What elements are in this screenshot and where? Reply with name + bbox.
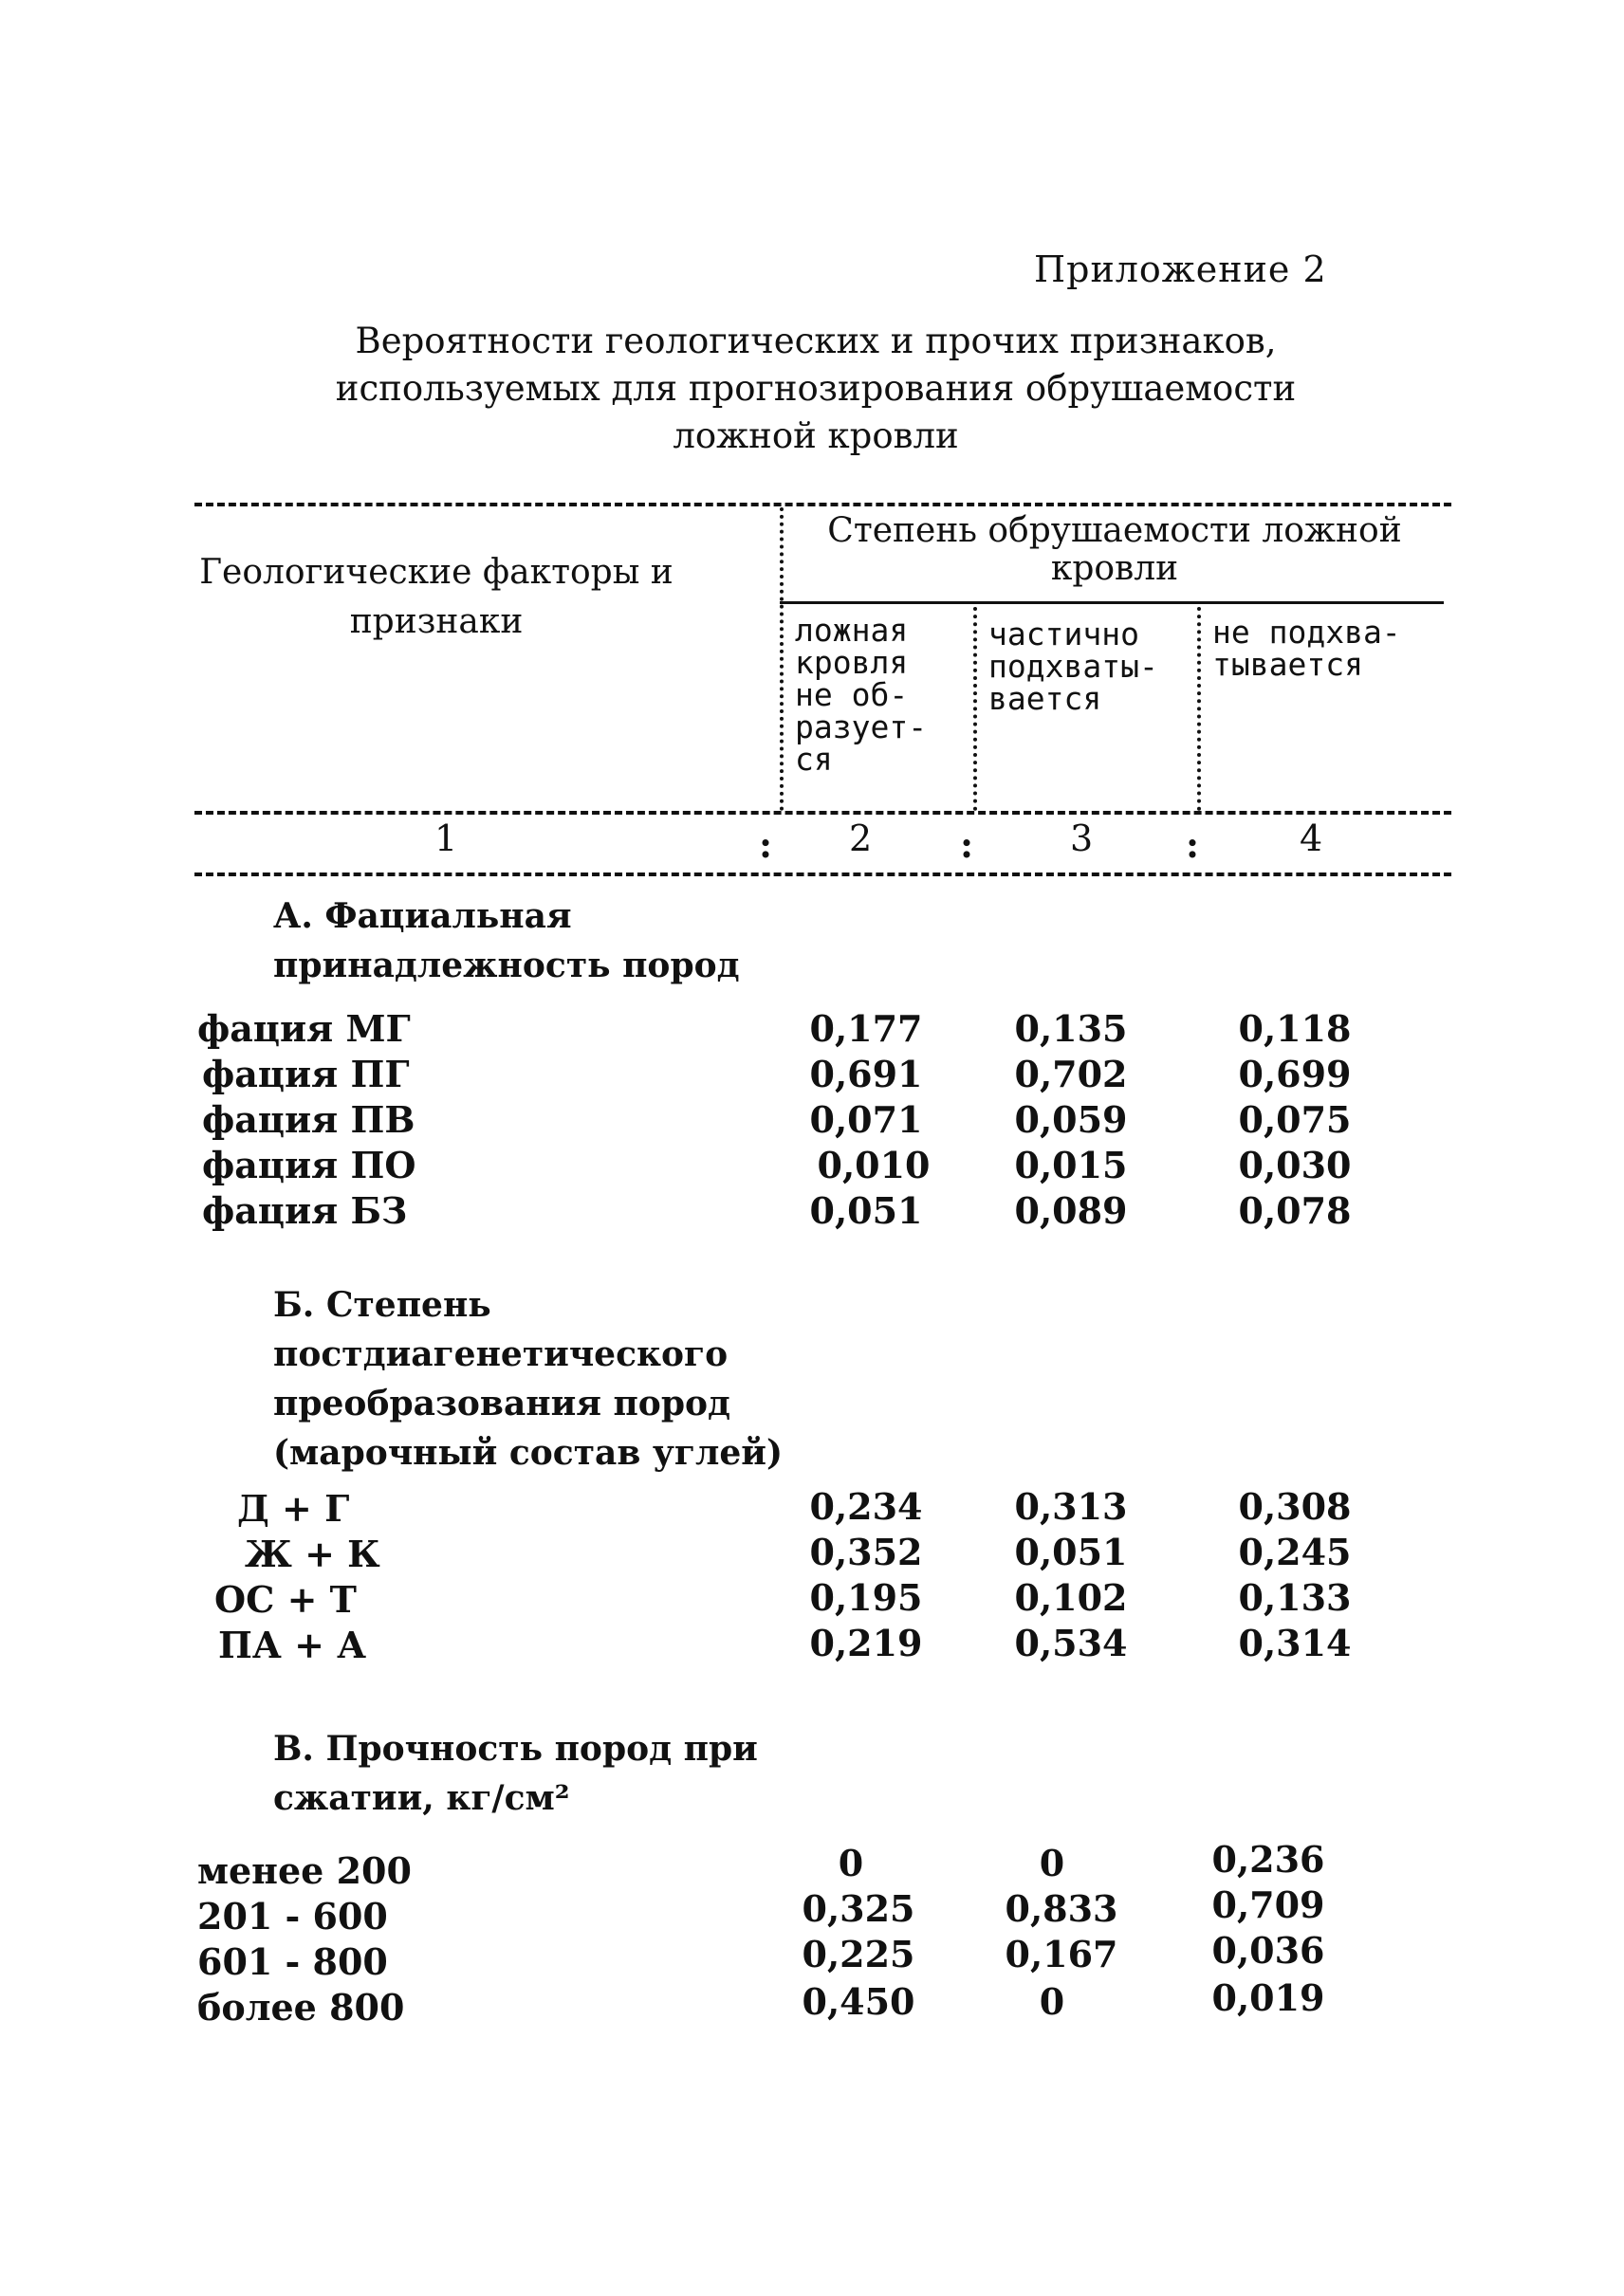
cell-value: 0,691 <box>809 1053 923 1095</box>
appendix-label: Приложение 2 <box>1034 248 1327 290</box>
cell-value: 0,102 <box>1014 1576 1128 1619</box>
cell-value: 0,234 <box>809 1485 923 1528</box>
cell-value: 0,051 <box>1014 1531 1128 1573</box>
row-label: фация БЗ <box>202 1189 408 1232</box>
section-heading-a: А. Фациальная принадлежность пород <box>273 896 740 985</box>
row-label: фация ПВ <box>202 1098 415 1141</box>
table-top-rule <box>194 503 1451 506</box>
cell-value: 0,078 <box>1238 1189 1352 1232</box>
cell-value: 0,051 <box>809 1189 923 1232</box>
row-label: Д + Г <box>237 1487 350 1530</box>
cell-value: 0,118 <box>1238 1007 1352 1050</box>
column-number-1: 1 <box>434 817 458 859</box>
column-separator: : <box>1186 823 1200 866</box>
column-number-4: 4 <box>1300 817 1323 859</box>
cell-value: 0,089 <box>1014 1189 1128 1232</box>
row-label: фация МГ <box>197 1007 411 1050</box>
cell-value: 0,325 <box>802 1887 915 1930</box>
cell-value: 0,219 <box>809 1622 923 1664</box>
cell-value: 0,833 <box>1005 1887 1118 1930</box>
cell-value: 0,313 <box>1014 1485 1128 1528</box>
cell-value: 0,450 <box>802 1980 915 2023</box>
cell-value: 0,702 <box>1014 1053 1128 1095</box>
row-label: более 800 <box>197 1986 405 2029</box>
cell-value: 0,071 <box>809 1098 923 1141</box>
column-divider-3 <box>1197 607 1201 811</box>
column-divider-1 <box>780 507 784 811</box>
row-label: фация ПО <box>202 1144 416 1186</box>
cell-value: 0 <box>1039 1842 1065 1884</box>
page-title: Вероятности геологических и прочих признаков, используемых для прогнозирования обрушаемости ложной кровли <box>335 321 1297 456</box>
column-header-2: ложная кровля не об- разует- ся <box>795 612 928 778</box>
cell-value: 0,195 <box>809 1576 923 1619</box>
cell-value: 0,167 <box>1005 1933 1118 1975</box>
cell-value: 0,059 <box>1014 1098 1128 1141</box>
section-heading-c: В. Прочность пород при сжатии, кг/см² <box>273 1729 758 1818</box>
row-label: Ж + К <box>245 1533 380 1575</box>
cell-value: 0,245 <box>1238 1531 1352 1573</box>
column-divider-2 <box>973 607 977 811</box>
cell-value: 0,308 <box>1238 1485 1352 1528</box>
cell-value: 0,036 <box>1211 1929 1325 1972</box>
cell-value: 0,352 <box>809 1531 923 1573</box>
cell-value: 0 <box>1039 1980 1065 2023</box>
column-numbers-rule <box>194 872 1451 876</box>
column-number-2: 2 <box>849 817 873 859</box>
cell-value: 0,314 <box>1238 1622 1352 1664</box>
cell-value: 0,015 <box>1014 1144 1128 1186</box>
cell-value: 0,133 <box>1238 1576 1352 1619</box>
row-label: 601 - 800 <box>197 1940 388 1983</box>
cell-value: 0,135 <box>1014 1007 1128 1050</box>
column-header-4: не подхва- тывается <box>1212 614 1401 683</box>
header-bottom-rule <box>194 811 1451 815</box>
cell-value: 0,236 <box>1211 1838 1325 1881</box>
cell-value: 0,010 <box>817 1144 931 1186</box>
cell-value: 0,534 <box>1014 1622 1128 1664</box>
column-number-3: 3 <box>1070 817 1094 859</box>
row-label: ОС + Т <box>214 1578 357 1621</box>
cell-value: 0,075 <box>1238 1098 1352 1141</box>
row-label: менее 200 <box>197 1849 412 1892</box>
column-separator: : <box>759 823 773 866</box>
cell-value: 0,225 <box>802 1933 915 1975</box>
cell-value: 0,019 <box>1211 1976 1325 2019</box>
column-header-group: Степень обрушаемости ложной кровли <box>827 511 1402 588</box>
cell-value: 0,699 <box>1238 1053 1352 1095</box>
row-label: фация ПГ <box>202 1053 410 1095</box>
section-heading-b: Б. Степень постдиагенетического преобразования пород (марочный состав углей) <box>273 1285 783 1473</box>
row-label: 201 - 600 <box>197 1895 388 1938</box>
cell-value: 0 <box>838 1842 864 1884</box>
column-header-3: частично подхваты- вается <box>988 615 1158 717</box>
cell-value: 0,177 <box>809 1007 923 1050</box>
column-separator: : <box>960 823 974 866</box>
column-header-factors: Геологические факторы и признаки <box>199 553 674 641</box>
group-header-rule <box>780 601 1444 604</box>
cell-value: 0,709 <box>1211 1883 1325 1926</box>
row-label: ПА + А <box>218 1624 367 1666</box>
cell-value: 0,030 <box>1238 1144 1352 1186</box>
